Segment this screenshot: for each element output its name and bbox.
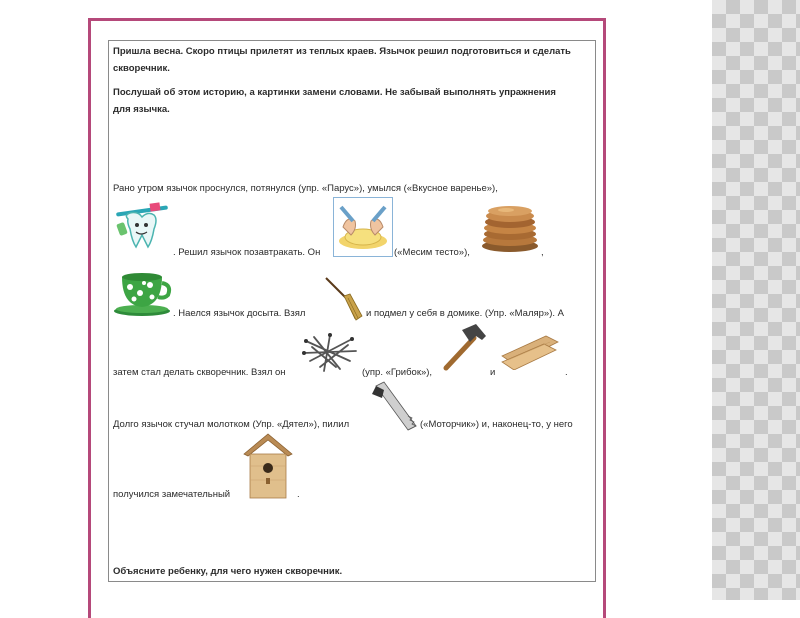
story-line-4a: затем стал делать скворечник. Взял он: [113, 367, 286, 378]
intro-line-2: скворечник.: [113, 63, 170, 74]
pancakes-picture: [480, 200, 540, 254]
saw-picture: [372, 380, 418, 432]
broom-picture: [322, 276, 366, 322]
story-line-5a: Долго язычок стучал молотком (Упр. «Дятел»), пилил: [113, 419, 350, 430]
story-line-3a: . Наелся язычок досыта. Взял: [173, 308, 306, 319]
kneading-dough-picture: [333, 197, 393, 257]
toothbrush-tooth-picture: [112, 201, 172, 253]
story-line-6a: получился замечательный: [113, 489, 231, 500]
story-line-4d: .: [565, 367, 568, 378]
story-line-1: Рано утром язычок проснулся, потянулся (упр. «Парус»), умылся («Вкусное варенье»),: [113, 183, 498, 194]
closing-question: Объясните ребенку, для чего нужен скворечник.: [113, 566, 343, 577]
tea-cup-picture: [112, 267, 172, 317]
hammer-picture: [440, 324, 488, 372]
wooden-planks-picture: [500, 330, 560, 370]
story-line-4b: (упр. «Грибок»),: [362, 367, 433, 378]
story-line-2b: («Месим тесто»),: [394, 247, 470, 258]
intro-line-3: Послушай об этом историю, а картинки замени словами. Не забывай выполнять упражнения: [113, 87, 556, 98]
story-line-3b: и подмел у себя в домике. (Упр. «Маляр»). А: [366, 308, 564, 319]
intro-line-4: для язычка.: [113, 104, 170, 115]
intro-line-1: Пришла весна. Скоро птицы прилетят из теплых краев. Язычок решил подготовиться и сделать: [113, 46, 571, 57]
story-line-2c: ,: [541, 247, 544, 258]
story-line-4c: и: [490, 367, 496, 378]
story-line-5b: («Моторчик») и, наконец-то, у него: [420, 419, 573, 430]
nails-picture: [300, 331, 360, 375]
story-line-2a: . Решил язычок позавтракать. Он: [173, 247, 321, 258]
birdhouse-picture: [238, 432, 298, 500]
story-line-6b: .: [297, 489, 300, 500]
side-decoration: [712, 0, 800, 600]
